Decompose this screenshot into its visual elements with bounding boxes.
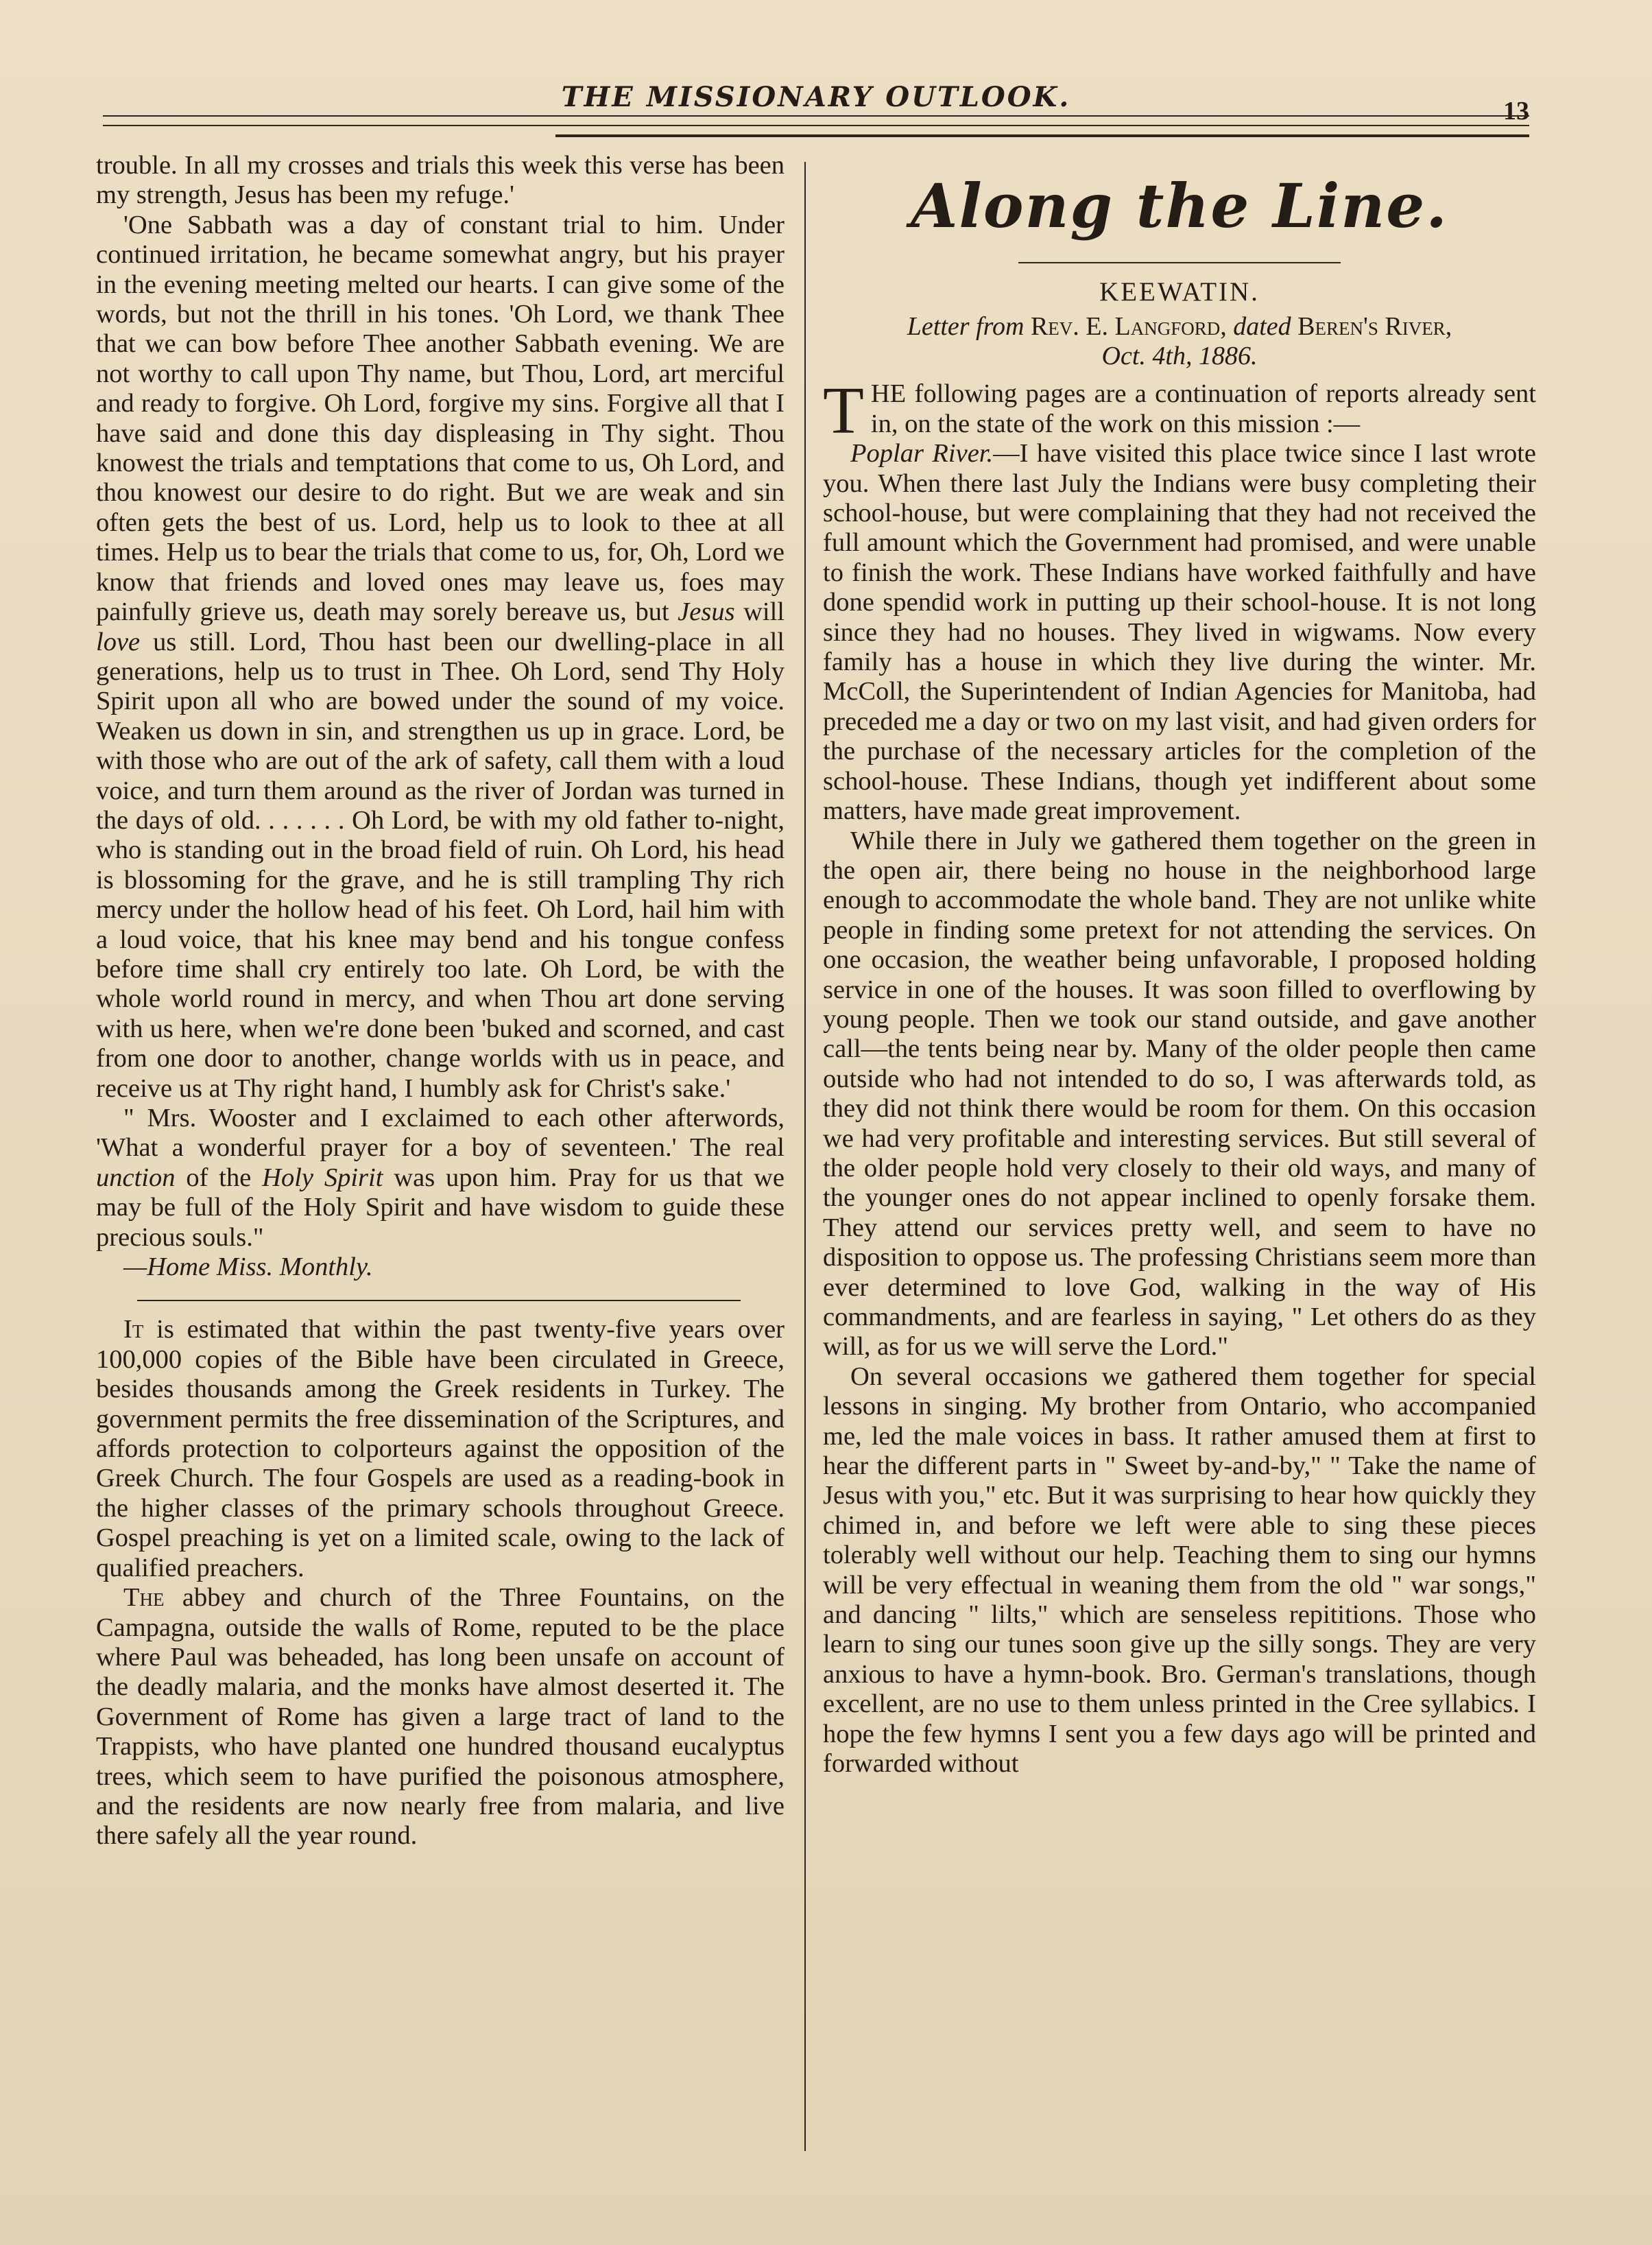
dated-label: dated [1233, 312, 1291, 342]
text-run: following pages are a continuation of reports already sent in, on the state of the work on this mission :— [870, 379, 1537, 438]
text-run: —I have visited this place twice since I last wrote you. When there last July the Indians were busy completing their school-house, but were complaining that they had not received the full amount which the Government had promised, and were unable to finish the work. These Indians have worked faithfully and have done spendid work in putting up their school-house. It is not long since they had no houses. They lived in wigwams. Now every family has a house in which they live during the winter. Mr. McColl, the Superintendent of Indian Agencies for Manitoba, had preceded me a day or two on my last visit, and had given orders for the purchase of the necessary articles for the completion of the school-house. These Indians, though yet indifferent about some matters, have made great improvement. [823, 439, 1536, 826]
paragraph: While there in July we gathered them together on the green in the open air, there being no house in the neighborhood large enough to accommodate the whole band. They are not unlike white people in finding some pretext for not attending the services. On one occasion, the weather being unfavorable, I proposed holding service in one of the houses. It was soon filled to overflowing by young people. Then we took our stand outside, and gave another call—the tents being near by. Many of the older people then came outside who had not intended to do so, I was afterwards told, as they did not think there would be room for them. On this occasion we had very profitable and interesting services. But still several of the older people hold very closely to their old ways, and many of the younger ones do not appear inclined to openly forsake them. They attend our services pretty well, and seem to have no disposition to oppose us. The professing Christians seem more than ever determined to love God, walking in the way of His commandments, and are fearless in saying, " Let others do as they will, as for us we will serve the Lord." [823, 826, 1536, 1362]
paragraph [96, 1583, 785, 1851]
page-header [103, 69, 1529, 151]
letter-heading [823, 312, 1536, 371]
emphasis: love [96, 627, 141, 656]
emphasis: unction [96, 1163, 176, 1192]
header-rule [103, 115, 1529, 117]
letter-date: Oct. 4th, 1886. [1101, 342, 1258, 371]
section-divider [137, 1300, 741, 1301]
text-run: was upon him. Pray for us that we may be full of the Holy Spirit and have wisdom to guide these precious souls." [96, 1163, 785, 1252]
text-run: is estimated that within the past twenty-five years over 100,000 copies of the Bible have been circulated in Greece, besides thousands among the Greek residents in Turkey. The government permits the free dissemination of the Scriptures, and affords protection to colporteurs against the opposition of the Greek Church. The four Gospels are used as a reading-book in the higher classes of the primary schools throughout Greece. Gospel preaching is yet on a limited scale, owing to the lack of qualified preachers. [96, 1315, 785, 1582]
source-credit: —Home Miss. Monthly. [123, 1252, 373, 1282]
text-run: " Mrs. Wooster and I exclaimed to each other afterwords, 'What a wonderful prayer for a boy of seventeen.' The real [96, 1104, 785, 1163]
drop-cap: T [823, 374, 864, 449]
header-rule [555, 134, 1529, 137]
header-rule [103, 125, 1529, 126]
letter-place: Beren's River, [1297, 312, 1452, 342]
author-name: Rev. E. Langford, [1030, 312, 1227, 342]
text-run: 'One Sabbath was a day of constant trial to him. Under continued irritation, he became somewhat angry, but his prayer in the evening meeting melted our hearts. I can give some of the words, but not the thrill in his tones. 'Oh Lord, we thank Thee that we can bow before Thee another Sabbath evening. We are not worthy to call upon Thy name, but Thou, Lord, art merciful and ready to forgive. Oh Lord, forgive my sins. Forgive all that I have said and done this day displeasing in Thy sight. Thou knowest the trials and temptations that come to us, Oh Lord, and thou knowest our desire to do right. But we are weak and sin often gets the best of us. Lord, help us to look to thee at all times. Help us to bear the trials that come to us, for, Oh, Lord we know that friends and loved ones may leave us, foes may painfully grieve us, death may sorely bereave us, but [96, 210, 785, 627]
paragraph [96, 211, 785, 1104]
letter-from: Letter from [907, 312, 1025, 342]
text-run: will [743, 597, 785, 627]
paragraph [96, 1104, 785, 1252]
lead-word: It [123, 1315, 144, 1344]
paragraph [823, 374, 1537, 449]
title-rule [1018, 262, 1341, 263]
emphasis: Holy Spirit [262, 1163, 383, 1192]
paragraph [823, 439, 1536, 826]
subheading: Poplar River. [850, 439, 994, 468]
text-run: us still. Lord, Thou hast been our dwelling-place in all generations, help us to trust in Thee. Oh Lord, send Thy Holy Spirit upon all who are bowed under the sound of my voice. Weaken us down in sin, and strengthen us up in grace. Lord, be with those who are out of the ark of safety, call them with a loud voice, and turn them around as the river of Jordan was turned in the days of old. . . . . . . Oh Lord, be with my old father to-night, who is standing out in the broad field of ruin. Oh Lord, his head is blossoming for the grave, and he is still trampling Thy rich mercy under the hollow head of his feet. Oh Lord, hail him with a loud voice, that his knee may bend and his tongue confess before time shall cry entirely too late. Oh Lord, be with the whole world round in mercy, and when Thou art done serving with us here, when we're done been 'buked and scorned, and cast from one door to another, change worlds with us in peace, and receive us at Thy right hand, I humbly ask for Christ's sake.' [96, 627, 785, 1103]
paragraph: On several occasions we gathered them together for special lessons in singing. My brother from Ontario, who accompanied me, led the male voices in bass. It rather amused them at first to hear the different parts in " Sweet by-and-by," " Take the name of Jesus with you," etc. But it was surprising to hear how quickly they chimed in, and before we left were able to sing these pieces tolerably well without our help. Teaching them to sing our hymns will be very effectual in weaning them from the old " war songs," and dancing " lilts," which are senseless repititions. Those who learn to sing our tunes soon give up the silly songs. They are very anxious to have a hymn-book. Bro. German's translations, though excellent, are no use to them unless printed in the Cree syllabics. I hope the few hymns I sent you a few days ago will be printed and forwarded without [823, 1362, 1536, 1779]
lead-word: HE [870, 379, 907, 409]
emphasis: Jesus [678, 597, 735, 627]
paragraph [96, 1315, 785, 1583]
section-title: Along the Line. [911, 170, 1448, 241]
paragraph: trouble. In all my crosses and trials this week this verse has been my strength, Jesus has been my refuge.' [96, 151, 785, 210]
page-number: 13 [1503, 97, 1529, 126]
left-column [96, 151, 785, 1851]
text-run: abbey and church of the Three Fountains, on the Campagna, outside the walls of Rome, reputed to be the place where Paul was beheaded, has long been unsafe on account of the deadly malaria, and the monks have almost deserted it. The Government of Rome has given a large tract of land to the Trappists, who have planted one hundred thousand eucalyptus trees, which seem to have purified the poisonous atmosphere, and the residents are now nearly free from malaria, and live there safely all the year round. [96, 1583, 785, 1851]
text-run: of the [186, 1163, 252, 1192]
lead-word: The [123, 1583, 165, 1613]
right-column [823, 151, 1536, 1779]
region-heading: KEEWATIN. [1099, 277, 1260, 307]
column-divider [804, 162, 806, 2151]
running-title: THE MISSIONARY OUTLOOK. [561, 81, 1071, 113]
